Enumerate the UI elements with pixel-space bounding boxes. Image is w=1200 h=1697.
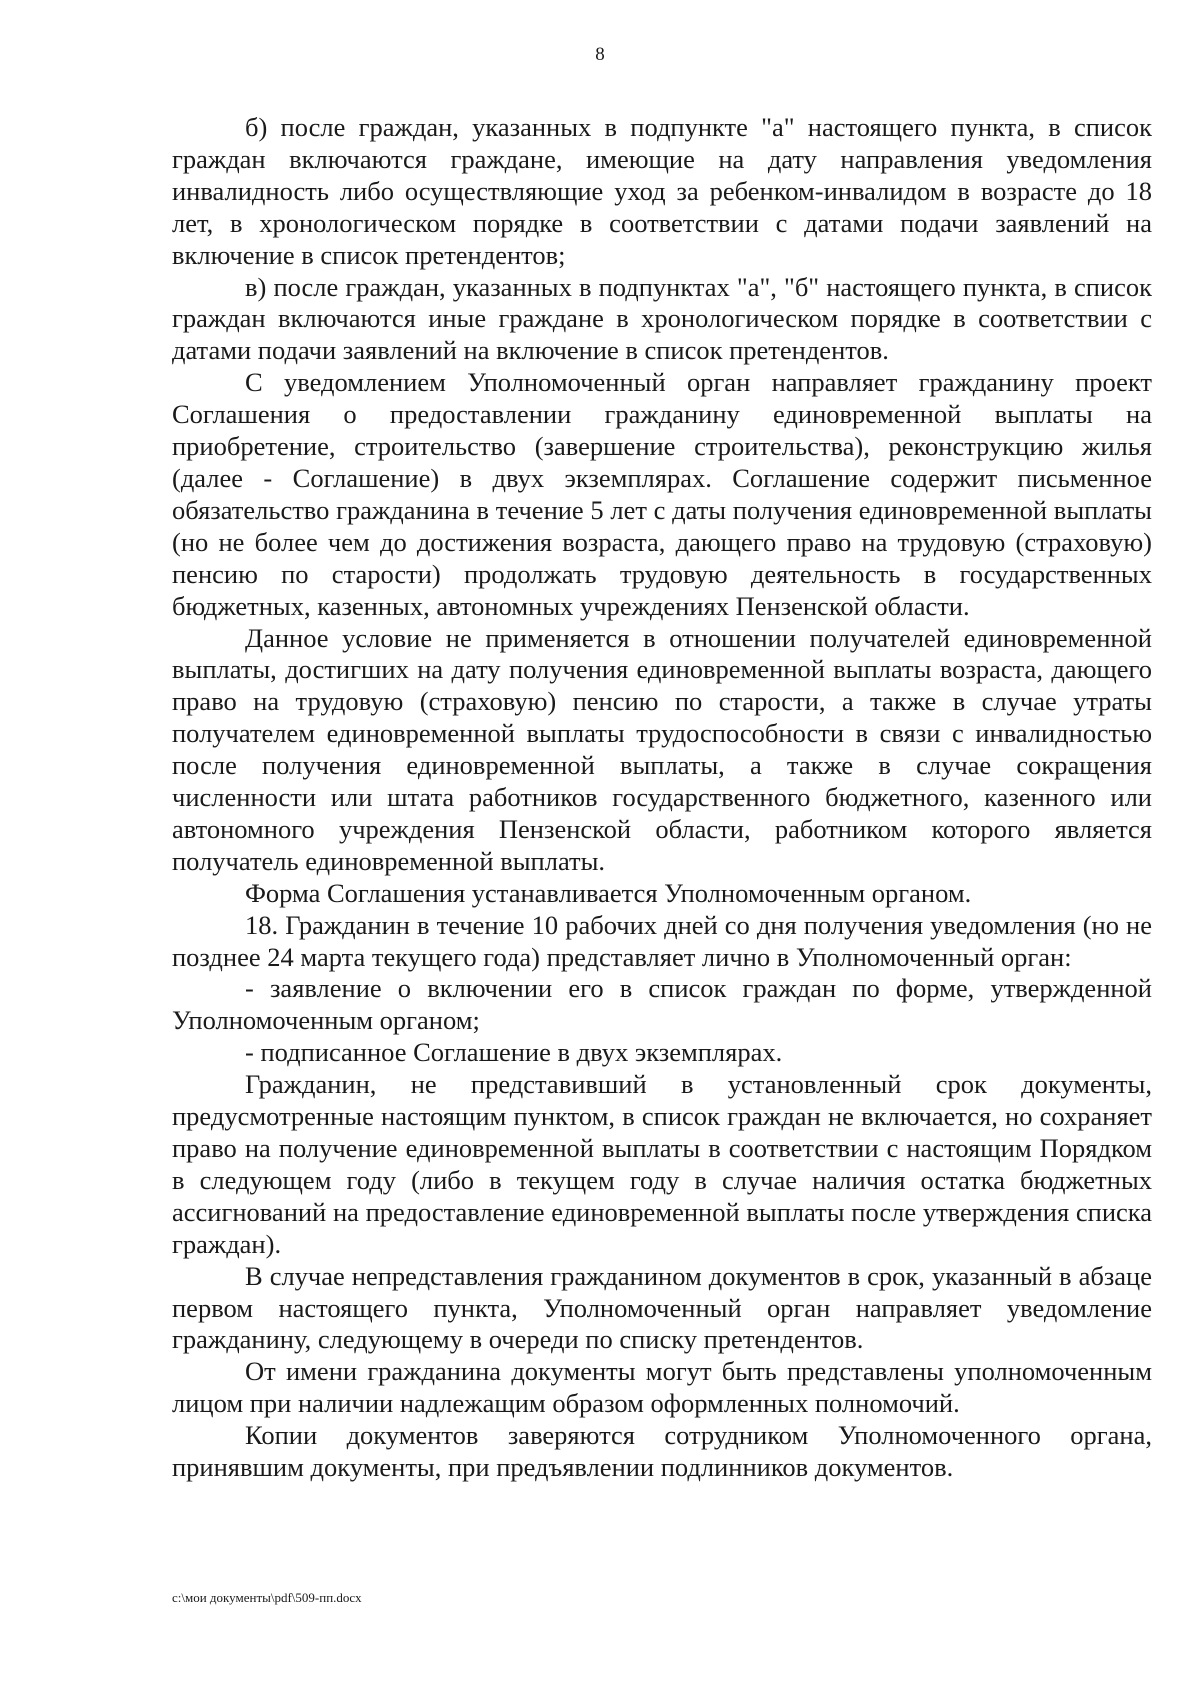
paragraph-list-signed-agreement: - подписанное Соглашение в двух экземплярах. xyxy=(245,1037,783,1068)
paragraph-list-application: - заявление о включении его в список граждан по форме, утвержденной Уполномоченным органом; xyxy=(172,973,1152,1036)
paragraph-subitem-v: в) после граждан, указанных в подпунктах "а", "б" настоящего пункта, в список граждан включаются иные граждане в хронологическом порядке в соответствии с датами подачи заявлений на включение в список претендентов. xyxy=(172,271,1152,366)
paragraph-notification-next: В случае непредставления гражданином документов в срок, указанный в абзаце первом настоящего пункта, Уполномоченный орган направляет уведомление гражданину, следующему в очереди по списку претендентов. xyxy=(172,1260,1152,1355)
paragraph-representative: От имени гражданина документы могут быть представлены уполномоченным лицом при наличии надлежащим образом оформленных полномочий. xyxy=(172,1356,1152,1419)
paragraph-subitem-b: б) после граждан, указанных в подпункте "а" настоящего пункта, в список граждан включаются граждане, имеющие на дату направления уведомления инвалидность либо осуществляющие уход за ребенком-инвалидом в возрасте до 18 лет, в хронологическом порядке в соответствии с датами подачи заявлений на включение в список претендентов; xyxy=(172,112,1152,270)
paragraph-agreement-draft: С уведомлением Уполномоченный орган направляет гражданину проект Соглашения о предоставлении гражданину единовременной выплаты на приобретение, строительство (завершение строительства), реконструкцию жилья (далее - Соглашение) в двух экземплярах. Соглашение содержит письменное обязательство гражданина в течение 5 лет с даты получения единовременной выплаты (но не более чем до достижения возраста, дающего право на трудовую (страховую) пенсию по старости) продолжать трудовую деятельность в государственных бюджетных, казенных, автономных учреждениях Пензенской области. xyxy=(172,367,1152,621)
paragraph-copies-certification: Копии документов заверяются сотрудником Уполномоченного органа, принявшим документы, при предъявлении подлинников документов. xyxy=(172,1420,1152,1483)
footer-file-path: c:\мои документы\pdf\509-пп.docx xyxy=(172,1590,362,1605)
paragraph-item-18: 18. Гражданин в течение 10 рабочих дней со дня получения уведомления (но не позднее 24 марта текущего года) представляет лично в Уполномоченный орган: xyxy=(172,909,1152,972)
paragraph-agreement-form: Форма Соглашения устанавливается Уполномоченным органом. xyxy=(245,877,972,908)
document-body xyxy=(172,112,1152,1484)
paragraph-missed-deadline: Гражданин, не представивший в установленный срок документы, предусмотренные настоящим пунктом, в список граждан не включается, но сохраняет право на получение единовременной выплаты в соответствии с настоящим Порядком в следующем году (либо в текущем году в случае наличия остатка бюджетных ассигнований на предоставление единовременной выплаты после утверждения списка граждан). xyxy=(172,1069,1152,1259)
page-number: 8 xyxy=(595,44,605,65)
paragraph-condition-exceptions: Данное условие не применяется в отношении получателей единовременной выплаты, достигших на дату получения единовременной выплаты возраста, дающего право на трудовую (страховую) пенсию по старости, а также в случае утраты получателем единовременной выплаты трудоспособности в связи с инвалидностью после получения единовременной выплаты, а также в случае сокращения численности или штата работников государственного бюджетного, казенного или автономного учреждения Пензенской области, работником которого является получатель единовременной выплаты. xyxy=(172,622,1152,876)
